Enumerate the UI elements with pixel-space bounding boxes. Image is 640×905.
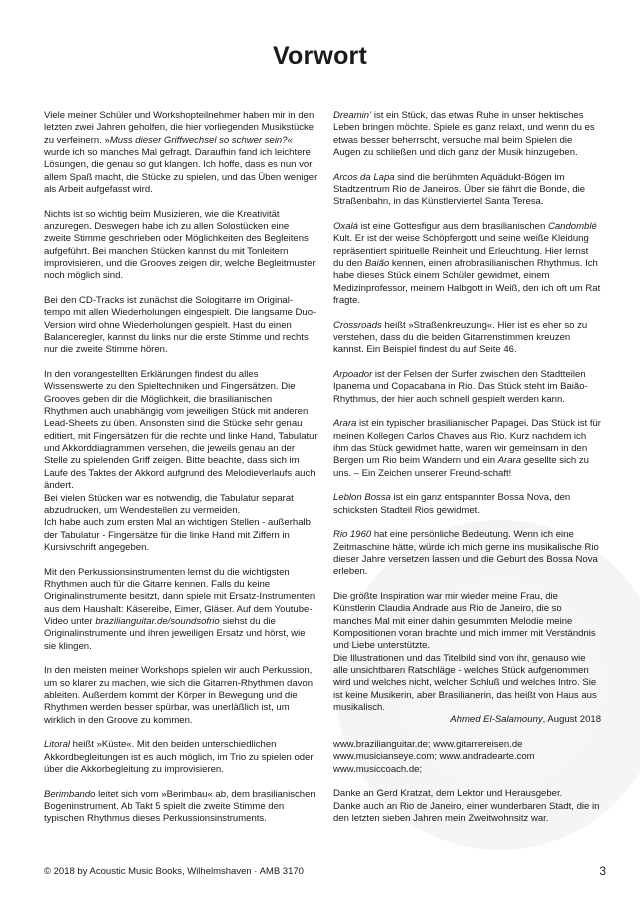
left-column <box>44 110 318 838</box>
page-number: 3 <box>599 864 606 878</box>
paragraph-workshops: In den meisten meiner Workshops spielen wir auch Perkussion, um so klarer zu machen, wie sich die Gitarren-Rhythmen davon ableiten. Außerdem kommt der Körper in Bewegung und die Rhythmen werden besser spürbar, was unerläßlich ist, um wirklich in den Groove zu kommen. <box>44 665 314 726</box>
paragraph-oxala: Oxalá ist eine Gottesfigur aus dem brasilianischen Candomblé Kult. Er ist der weise Schöpfergott und seine weiße Kleidung repräsentiert spirituelle Reinheit und Erleuchtung. Hier lernst du den Baião kennen, einen afrobrasilianischen Rhythmus. Ich habe dieses Stück einem Schüler gewidmet, einem Medizinprofessor, meinem Halbgott in Weiß, den ich oft um Rat fragte. <box>333 221 601 307</box>
page-title: Vorwort <box>273 42 367 70</box>
paragraph-percussion: Mit den Perkussionsinstrumenten lernst du die wichtigsten Rhythmen auch für die Gitarre kennen. Falls du keine Originalinstrumente besitzt, dann spiele mit Ersatz-Instrumenten aus dem Haushalt: Käsereibe, Eimer, Gläser. Auf dem Youtube-Video unter brazilianguitar.de/soundsofrio siehst du die Originalinstrumente und ihren jeweiligen Ersatz und hörst, wie sie klingen. <box>44 566 316 652</box>
paragraph-crossroads: Crossroads heißt »Straßenkreuzung«. Hier ist es eher so zu verstehen, dass du die beiden Gitarrenstimmen kreuzen kannst. Ein Beispiel findest du auf Seite 46. <box>333 319 588 356</box>
paragraph-cd-tracks: Bei den CD-Tracks ist zunächst die Sologitarre im Original-tempo mit allen Wiederholungen eingespielt. Die langsame Duo-Version wird ohne Wiederholungen gespielt. Hast du einen Balanceregler, kannst du links nur die erste Stimme und rechts nur die zweite Stimme hören. <box>44 295 317 356</box>
paragraph-rio-1960: Rio 1960 hat eine persönliche Bedeutung. Wenn ich eine Zeitmaschine hätte, würde ich mich gerne ins musikalische Rio dieser Jahre versetzen lassen und die Geburt des Bossa Nova erleben. <box>333 529 599 578</box>
paragraph-thanks: Danke an Gerd Kratzat, dem Lektor und Herausgeber. Danke auch an Rio de Janeiro, einer wunderbaren Stadt, die in den letzten sieben Jahren mein Zweitwohnsitz war. <box>333 788 600 825</box>
signature: Ahmed El-Salamouny, August 2018 <box>450 714 601 726</box>
paragraph-arara: Arara ist ein typischer brasilianischer Papagei. Das Stück ist für meinen Kollegen Carlos Chaves aus Rio. Kurz nachdem ich ihm das Stück gewidmet hatte, waren wir gemeinsam in den Bergen um Rio beim Wandern und ein Arara gesellte sich zu uns. – Ein Zeichen unserer Freund-schaft! <box>333 418 601 479</box>
paragraph-berimbando: Berimbando leitet sich vom »Berimbau« ab, dem brasilianischen Bogeninstrument. Ab Takt 5 spielt die zweite Stimme den typischen Rhythmus dieses Perkussionsinstruments. <box>44 788 316 825</box>
paragraph-litoral: Litoral heißt »Küste«. Mit den beiden unterschiedlichen Akkordbegleitungen ist es auch möglich, im Trio zu spielen oder über die Akkorbegleitung zu improvisieren. <box>44 739 314 775</box>
paragraph-arpoador: Arpoador ist der Felsen der Surfer zwischen den Stadtteilen Ipanema und Copacabana in Rio. Das Stück steht im Baião-Rhythmus, der hier auch schnell gespielt werden kann. <box>333 369 588 405</box>
paragraph-intro: Viele meiner Schüler und Workshopteilnehmer haben mir in den letzten zwei Jahren geholfen, die hier vorliegenden Musikstücke zu verfeinern. »Muss dieser Griffwechsel so schwer sein?« wurde ich so manches Mal gefragt. Daraufhin fand ich leichtere Lösungen, die genau so gut klangen. Ich hoffe, dass es nun vor allem Spaß macht, die Stücke zu spielen, und das Üben weniger als Arbeit aufgefasst wird. <box>44 110 318 196</box>
paragraph-leblon-bossa: Leblon Bossa ist ein ganz entspannter Bossa Nova, den schicksten Stadteil Rios gewidmet. <box>333 492 571 516</box>
paragraph-arcos-da-lapa: Arcos da Lapa sind die berühmten Aquädukt-Bögen im Stadtzentrum Rio de Janeiros. Über sie fährt die Bonde, die Straßenbahn, in das Künstlerviertel Santa Teresa. <box>333 171 586 208</box>
right-column <box>333 110 601 838</box>
paragraph-inspiration: Die größte Inspiration war mir wieder meine Frau, die Künstlerin Claudia Andrade aus Rio de Janeiro, die so manches Mal mit einer dahin gesummten Melodie meine Kompositionen voran brachte und mich immer mit Verständnis und Liebe unterstützte. Die Illustrationen und das Titelbild sind von ihr, genauso wie alle unsichtbaren Ratschläge - welches Stück aufgenommen wird und welches nicht, welcher Schluß und welches Intro. Sie ist keine Musikerin, aber Brasilianerin, das heißt von Haus aus musikalisch. <box>333 591 597 714</box>
footer-copyright: © 2018 by Acoustic Music Books, Wilhelmshaven · AMB 3170 <box>44 866 304 877</box>
paragraph-dreamin: Dreamin’ ist ein Stück, das etwas Ruhe in unser hektisches Leben bringen möchte. Spiele es ganz relaxt, und wenn du es etwas besser beherrscht, versuche mal beim Spielen die Augen zu schließen und dich ganz der Musik hinzugeben. <box>333 110 595 159</box>
paragraph-creativity: Nichts ist so wichtig beim Musizieren, wie die Kreativität anzuregen. Deswegen habe ich zu allen Solostücken eine zweite Stimme geschrieben oder Möglichkeiten des Begleitens aufgeführt. Bei manchen Stücken kannst du mit Tonleitern improvisieren, und die Grooves zeigen dir, welche Begleitmuster noch möglich sind. <box>44 208 316 282</box>
paragraph-explanations: In den vorangestellten Erklärungen findest du alles Wissenswerte zu den Spieltechniken und Fingersätzen. Die Grooves geben dir die Möglichkeit, die brasilianischen Rhythmen auch unabhängig vom jeweiligen Stück mit anderen Lead-Sheets zu üben. Ansonsten sind die Stücke sehr genau editiert, mit Fingersätzen für die rechte und linke Hand, Tabulatur und Akkorddiagrammen versehen, die jeweils genau an der Stelle zu spielenden Griff zeigen. Bitte beachte, dass sich im Laufe des Taktes der Akkord aufgrund des Melodieverlaufs auch ändert. Bei vielen Stücken war es notwendig, die Tabulatur separat abzudrucken, um Wendestellen zu vermeiden. Ich habe auch zum ersten Mal an wichtigen Stellen - außerhalb der Tabulatur - Fingersätze für die linke Hand mit Ziffern in Kursivschrift angegeben. <box>44 369 318 553</box>
website-links: www.brazilianguitar.de; www.gitarrereisen.de www.musicianseye.com; www.andradearte.com www.musiccoach.de; <box>333 739 535 775</box>
